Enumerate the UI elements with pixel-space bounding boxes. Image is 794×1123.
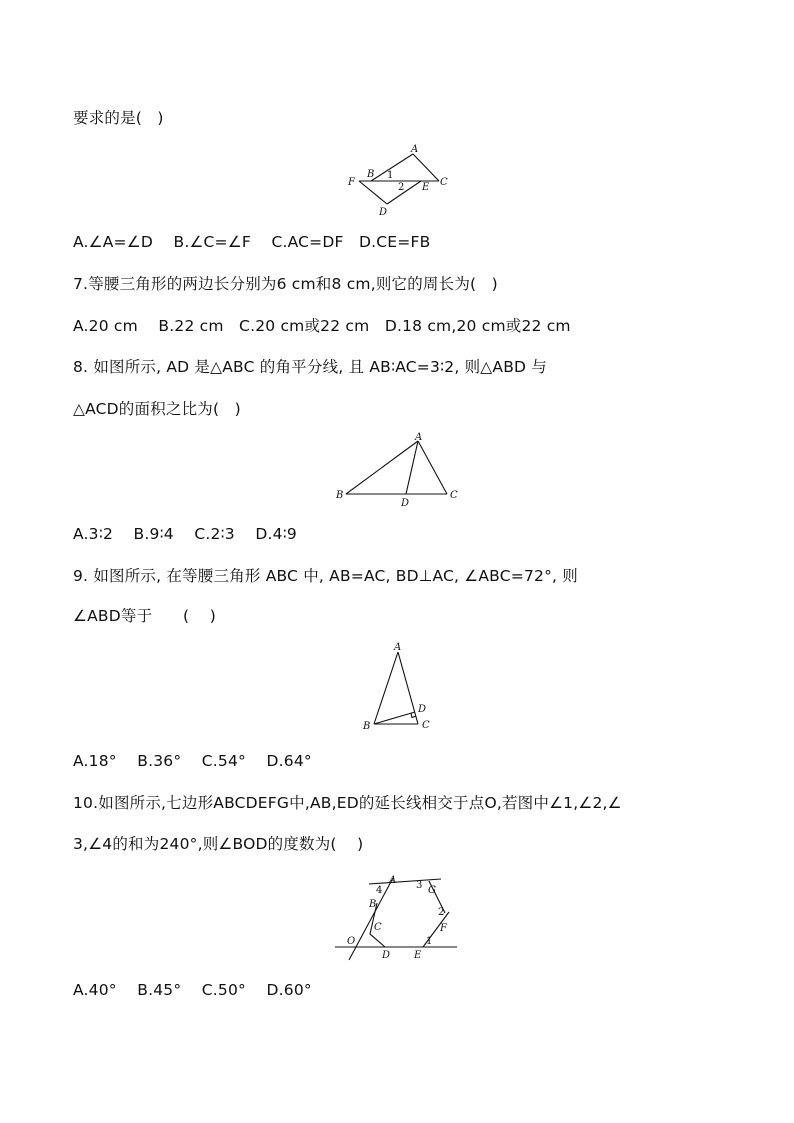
q8-stem-line2: △ACD的面积之比为( ) (73, 400, 241, 418)
q10-label-e: E (414, 950, 422, 961)
q6-label-e: E (422, 182, 430, 193)
q10-options: A.40° B.45° C.50° D.60° (73, 981, 312, 999)
q10-figure (333, 868, 463, 968)
q7-options: A.20 cm B.22 cm C.20 cm或22 cm D.18 cm,20 cm或22 cm (73, 317, 571, 335)
q6-label-b: B (367, 169, 375, 180)
q10-angle-2: 2 (438, 907, 445, 918)
q9-figure (355, 638, 440, 738)
q10-label-b: B (369, 899, 377, 910)
q10-angle-3: 3 (416, 880, 423, 891)
q6-stem-tail: 要求的是( ) (73, 109, 164, 127)
q10-stem-line2: 3,∠4的和为240°,则∠BOD的度数为( ) (73, 835, 364, 853)
q10-label-o: O (347, 936, 356, 947)
q6-angle-2: 2 (398, 182, 405, 193)
q9-label-b: B (363, 721, 371, 732)
q9-stem-line1: 9. 如图所示, 在等腰三角形 ABC 中, AB=AC, BD⊥AC, ∠ABC=72°, 则 (73, 567, 578, 585)
q6-label-f: F (348, 177, 355, 188)
q10-label-a: A (389, 875, 397, 886)
q6-figure (345, 140, 455, 220)
q8-label-b: B (336, 490, 344, 501)
q7-stem: 7.等腰三角形的两边长分别为6 cm和8 cm,则它的周长为( ) (73, 275, 498, 293)
q9-stem-line2: ∠ABD等于 ( ) (73, 607, 217, 625)
q6-angle-1: 1 (387, 170, 394, 181)
q8-label-c: C (450, 490, 458, 501)
q9-label-d: D (418, 704, 427, 715)
q6-label-d: D (379, 207, 388, 218)
q10-label-g: G (428, 885, 436, 896)
q10-label-d: D (382, 950, 391, 961)
q9-label-c: C (422, 720, 430, 731)
q8-label-d: D (401, 498, 410, 509)
q8-options: A.3∶2 B.9∶4 C.2∶3 D.4∶9 (73, 525, 297, 543)
q8-label-a: A (415, 432, 423, 443)
q8-figure (330, 428, 465, 513)
q10-label-f: F (440, 923, 447, 934)
q10-angle-4: 4 (376, 885, 383, 896)
q9-label-a: A (394, 642, 402, 653)
q6-label-a: A (411, 144, 419, 155)
q6-label-c: C (440, 177, 448, 188)
q8-stem-line1: 8. 如图所示, AD 是△ABC 的角平分线, 且 AB∶AC=3∶2, 则△ABD 与 (73, 358, 547, 376)
q9-options: A.18° B.36° C.54° D.64° (73, 752, 312, 770)
q10-stem-line1: 10.如图所示,七边形ABCDEFG中,AB,ED的延长线相交于点O,若图中∠1,∠2,∠ (73, 794, 622, 812)
q10-label-c: C (374, 922, 382, 933)
q10-angle-1: 1 (426, 936, 433, 947)
q6-options: A.∠A=∠D B.∠C=∠F C.AC=DF D.CE=FB (73, 233, 431, 251)
